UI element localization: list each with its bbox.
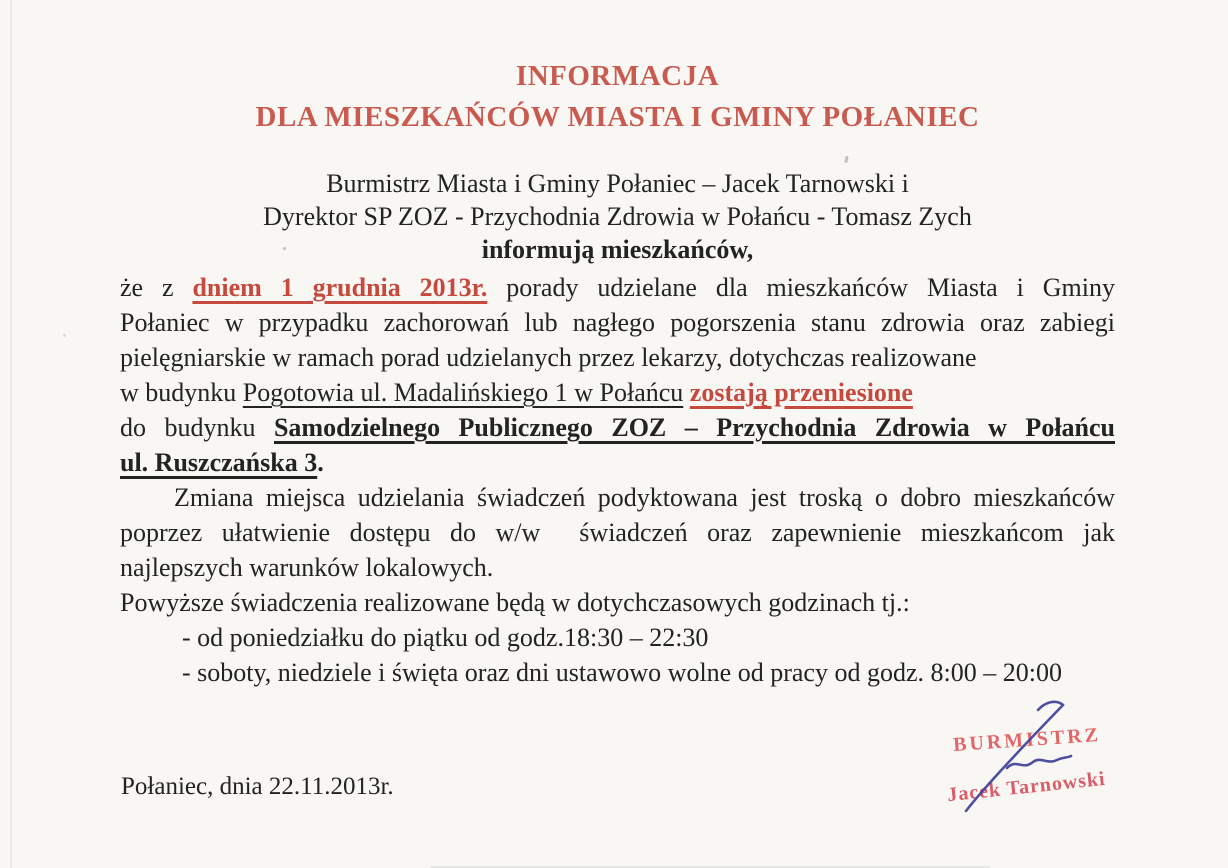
body-line-5 — [120, 410, 1115, 445]
body-line-4-text: w budynku — [120, 378, 243, 407]
body-line-8: poprzez ułatwienie dostępu do w/w świadczeń oraz zapewnienie mieszkańcom jak — [120, 518, 1115, 547]
scan-speckle — [63, 334, 66, 337]
sentence-period: . — [317, 448, 324, 477]
body-line-4 — [120, 375, 1115, 410]
scan-edge-artifact — [10, 0, 12, 868]
intro-block — [120, 167, 1115, 266]
document-title — [120, 56, 1115, 138]
document-content — [120, 56, 1115, 690]
new-facility-bold-underlined: Samodzielnego Publicznego ZOZ – Przychodnia Zdrowia w Połańcu — [273, 413, 1115, 442]
new-address-bold-underlined: ul. Ruszczańska 3 — [120, 448, 318, 477]
old-address-underlined: Pogotowia ul. Madalińskiego 1 w Połańcu — [242, 378, 684, 407]
body-line-9: najlepszych warunków lokalowych. — [120, 553, 494, 582]
pen-signature-icon — [935, 688, 1105, 828]
intro-line-officials-2: Dyrektor SP ZOZ - Przychodnia Zdrowia w Połańcu - Tomasz Zych — [263, 202, 972, 231]
body-line-5-text: do budynku — [120, 413, 274, 442]
intro-line-officials-1: Burmistrz Miasta i Gminy Połaniec – Jacek Tarnowski i — [326, 169, 909, 198]
body-line-1-text: porady udzielane dla mieszkańców Miasta i Gminy — [487, 273, 1115, 302]
title-line-1: INFORMACJA — [515, 60, 720, 92]
body-line-7: Zmiana miejsca udzielania świadczeń podyktowana jest troską o dobro mieszkańców — [174, 483, 1115, 512]
body-text — [120, 270, 1115, 690]
title-line-2: DLA MIESZKAŃCÓW MIASTA I GMINY POŁANIEC — [255, 101, 980, 133]
body-line-1-text: że z — [120, 273, 193, 302]
body-line-6 — [120, 445, 1115, 480]
body-line-3: pielęgniarskie w ramach porad udzielanych przez lekarzy, dotychczas realizowane — [120, 343, 977, 372]
body-line-1 — [120, 270, 1115, 305]
stamp-burmistrz-label: BURMISTRZ — [952, 723, 1102, 757]
intro-line-announce: informują mieszkańców, — [481, 235, 754, 264]
body-line-2: Połaniec w przypadku zachorowań lub nagłego pogorszenia stanu zdrowia oraz zabiegi — [120, 308, 1115, 337]
highlight-moved-red: zostają przeniesione — [689, 378, 913, 407]
place-and-date: Połaniec, dnia 22.11.2013r. — [121, 773, 394, 800]
stamp-signer-name: Jacek Tarnowski — [946, 767, 1107, 807]
highlight-date-red: dniem 1 grudnia 2013r. — [192, 273, 488, 302]
body-line-10: Powyższe świadczenia realizowane będą w dotychczasowych godzinach tj.: — [120, 588, 910, 617]
hours-weekdays: - od poniedziałku do piątku od godz.18:30 – 22:30 — [182, 623, 709, 652]
hours-weekends: - soboty, niedziele i święta oraz dni ustawowo wolne od pracy od godz. 8:00 – 20:00 — [182, 658, 1062, 687]
